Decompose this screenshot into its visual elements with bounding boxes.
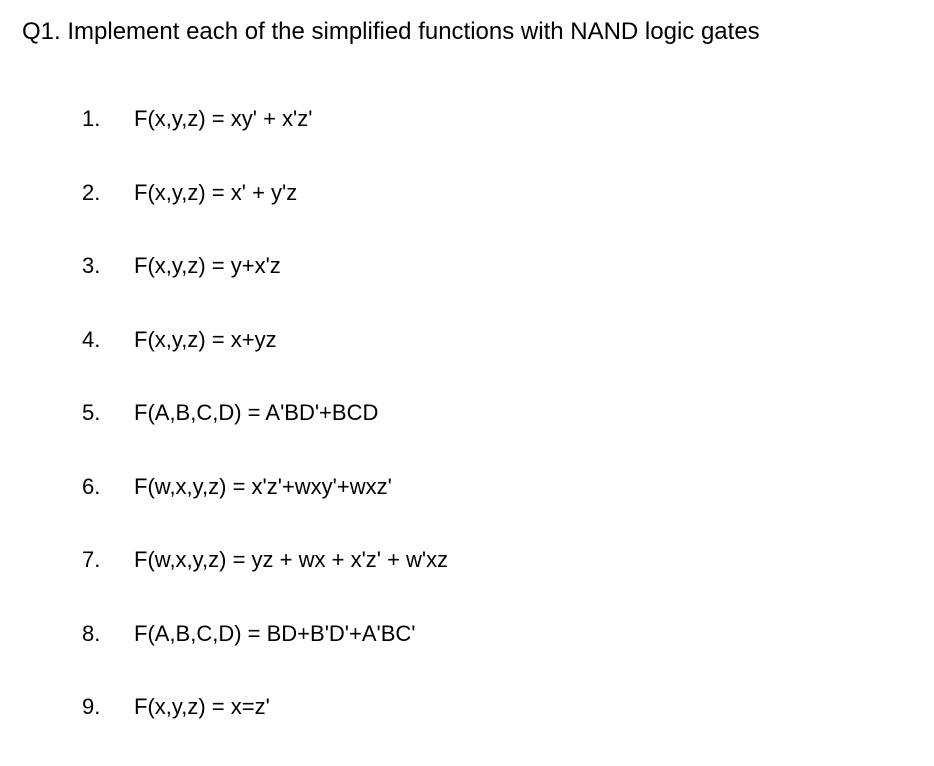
- problem-item-3: [82, 251, 448, 325]
- problem-number: 5.: [82, 400, 101, 425]
- problem-number: 4.: [82, 326, 101, 352]
- function-expression: F(x,y,z) = x=z': [134, 694, 270, 719]
- problem-item-7: [82, 545, 448, 619]
- problem-item-6: [82, 472, 448, 546]
- problem-number: 6.: [82, 473, 101, 499]
- function-expression: F(x,y,z) = xy' + x'z': [134, 106, 313, 131]
- problem-item-4: [82, 325, 448, 399]
- function-expression: F(w,x,y,z) = x'z'+wxy'+wxz': [134, 473, 392, 499]
- problem-list: [82, 104, 448, 766]
- problem-item-5: [82, 398, 448, 472]
- problem-number: 8.: [82, 620, 101, 646]
- problem-number: 9.: [82, 694, 101, 719]
- function-expression: F(x,y,z) = x+yz: [134, 326, 277, 352]
- problem-number: 3.: [82, 253, 101, 278]
- function-expression: F(A,B,C,D) = A'BD'+BCD: [134, 400, 379, 425]
- function-expression: F(x,y,z) = x' + y'z: [134, 179, 298, 205]
- function-expression: F(x,y,z) = y+x'z: [134, 253, 281, 278]
- problem-item-1: [82, 104, 448, 178]
- problem-number: 1.: [82, 106, 101, 131]
- question-title: Q1. Implement each of the simplified functions with NAND logic gates: [22, 18, 760, 45]
- function-expression: F(w,x,y,z) = yz + wx + x'z' + w'xz: [134, 547, 449, 572]
- problem-item-8: [82, 619, 448, 693]
- problem-item-9: [82, 692, 448, 766]
- function-expression: F(A,B,C,D) = BD+B'D'+A'BC': [134, 620, 416, 646]
- problem-number: 2.: [82, 179, 101, 205]
- problem-number: 7.: [82, 547, 101, 572]
- problem-item-2: [82, 178, 448, 252]
